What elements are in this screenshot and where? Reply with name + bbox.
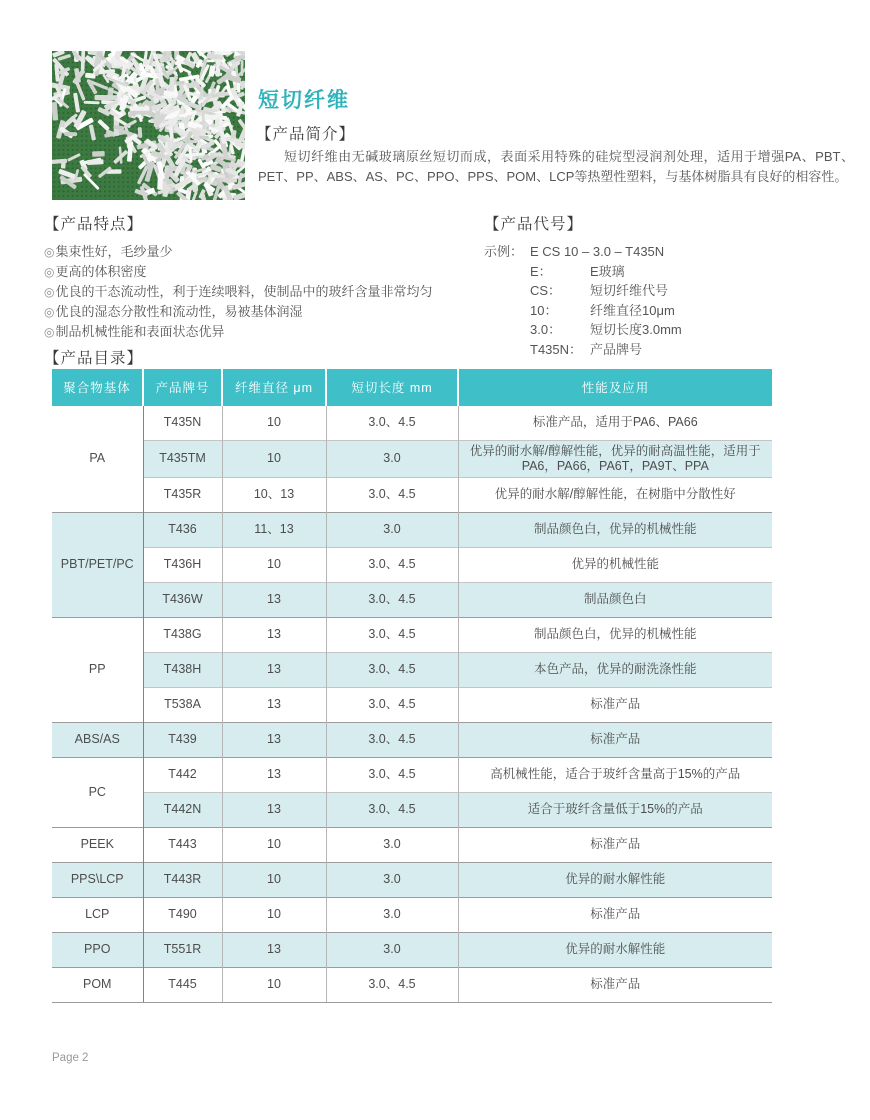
grade-cell: T538A — [143, 687, 222, 722]
code-key: 10： — [530, 302, 558, 318]
column-header: 性能及应用 — [458, 369, 772, 405]
feature-item: ◎集束性好，毛纱量少 — [44, 244, 173, 259]
table-row — [52, 967, 772, 1002]
bullet-icon: ◎ — [44, 325, 55, 339]
code-key: E： — [530, 263, 552, 279]
table-row — [52, 547, 772, 582]
grade-cell: T490 — [143, 897, 222, 932]
grade-cell: T435TM — [143, 440, 222, 477]
grade-cell: T436 — [143, 512, 222, 547]
performance-cell: 制品颜色白 — [458, 582, 772, 617]
diameter-cell: 13 — [222, 687, 326, 722]
length-cell: 3.0 — [326, 897, 458, 932]
code-description: 纤维直径10μm — [590, 302, 675, 318]
grade-cell: T438G — [143, 617, 222, 652]
bullet-icon: ◎ — [44, 305, 55, 319]
code-key: CS： — [530, 283, 562, 298]
code-definition-line — [484, 340, 864, 360]
diameter-cell: 10 — [222, 405, 326, 440]
diameter-cell: 13 — [222, 582, 326, 617]
diameter-cell: 13 — [222, 757, 326, 792]
column-header: 聚合物基体 — [52, 369, 143, 405]
length-cell: 3.0、4.5 — [326, 687, 458, 722]
features-section — [44, 212, 464, 342]
table-row — [52, 617, 772, 652]
diameter-cell: 10 — [222, 967, 326, 1002]
features-list — [44, 242, 464, 342]
length-cell: 3.0 — [326, 440, 458, 477]
table-row — [52, 687, 772, 722]
diameter-cell: 13 — [222, 932, 326, 967]
length-cell: 3.0 — [326, 862, 458, 897]
diameter-cell: 10 — [222, 440, 326, 477]
performance-cell: 适合于玻纤含量低于15%的产品 — [458, 792, 772, 827]
table-row — [52, 862, 772, 897]
grade-cell: T443R — [143, 862, 222, 897]
performance-cell: 本色产品，优异的耐洗涤性能 — [458, 652, 772, 687]
performance-cell: 标准产品，适用于PA6、PA66 — [458, 405, 772, 440]
polymer-cell: POM — [52, 967, 143, 1002]
page-title: 短切纤维 — [258, 89, 350, 112]
feature-item: ◎优良的干态流动性，利于连续喂料，使制品中的玻纤含量非常均匀 — [44, 284, 433, 299]
performance-cell: 标准产品 — [458, 687, 772, 722]
code-description: 产品牌号 — [590, 341, 643, 357]
diameter-cell: 10 — [222, 547, 326, 582]
grade-cell: T436W — [143, 582, 222, 617]
diameter-cell: 13 — [222, 652, 326, 687]
product-code-section — [484, 212, 864, 359]
grade-cell: T435N — [143, 405, 222, 440]
polymer-cell: PEEK — [52, 827, 143, 862]
features-heading: 【产品特点】 — [44, 216, 144, 233]
length-cell: 3.0、4.5 — [326, 792, 458, 827]
length-cell: 3.0、4.5 — [326, 757, 458, 792]
code-example-line — [484, 242, 864, 262]
diameter-cell: 10、13 — [222, 477, 326, 512]
length-cell: 3.0、4.5 — [326, 652, 458, 687]
length-cell: 3.0、4.5 — [326, 967, 458, 1002]
table-row — [52, 897, 772, 932]
column-header: 纤维直径 μm — [222, 369, 326, 405]
table-row — [52, 757, 772, 792]
performance-cell: 优异的耐水解/醇解性能，优异的耐高温性能，适用于PA6，PA66，PA6T，PA9T、PPA — [458, 440, 772, 477]
polymer-cell: PPO — [52, 932, 143, 967]
length-cell: 3.0、4.5 — [326, 547, 458, 582]
grade-cell: T436H — [143, 547, 222, 582]
length-cell: 3.0 — [326, 827, 458, 862]
table-row — [52, 652, 772, 687]
table-row — [52, 477, 772, 512]
code-definition-line — [484, 301, 864, 321]
code-definition-line — [484, 281, 864, 301]
feature-item: ◎制品机械性能和表面状态优异 — [44, 324, 225, 339]
grade-cell: T443 — [143, 827, 222, 862]
diameter-cell: 10 — [222, 827, 326, 862]
code-example-label: 示例： — [484, 244, 524, 259]
polymer-cell: ABS/AS — [52, 722, 143, 757]
diameter-cell: 10 — [222, 897, 326, 932]
table-row — [52, 932, 772, 967]
grade-cell: T442N — [143, 792, 222, 827]
grade-cell: T445 — [143, 967, 222, 1002]
code-definition-line — [484, 320, 864, 340]
performance-cell: 标准产品 — [458, 827, 772, 862]
code-key: 3.0： — [530, 322, 562, 337]
polymer-cell: PBT/PET/PC — [52, 512, 143, 617]
intro-paragraph: 短切纤维由无碱玻璃原丝短切而成，表面采用特殊的硅烷型浸润剂处理，适用于增强PA、PBT、PET、PP、ABS、AS、PC、PPO、PPS、POM、LCP等热塑性塑料，与基体树脂具有良好的相容性。 — [258, 149, 854, 184]
bullet-icon: ◎ — [44, 265, 55, 279]
grade-cell: T439 — [143, 722, 222, 757]
table-header-row — [52, 369, 772, 405]
performance-cell: 制品颜色白，优异的机械性能 — [458, 617, 772, 652]
feature-item: ◎更高的体积密度 — [44, 264, 147, 279]
diameter-cell: 13 — [222, 617, 326, 652]
polymer-cell: LCP — [52, 897, 143, 932]
table-row — [52, 792, 772, 827]
table-row — [52, 405, 772, 440]
grade-cell: T435R — [143, 477, 222, 512]
page-number: Page 2 — [52, 1052, 89, 1064]
length-cell: 3.0 — [326, 932, 458, 967]
length-cell: 3.0、4.5 — [326, 582, 458, 617]
performance-cell: 优异的机械性能 — [458, 547, 772, 582]
performance-cell: 制品颜色白，优异的机械性能 — [458, 512, 772, 547]
intro-section-heading: 【产品简介】 — [256, 126, 356, 143]
polymer-cell: PA — [52, 405, 143, 512]
table-row — [52, 827, 772, 862]
code-definition-line — [484, 262, 864, 282]
code-description: E玻璃 — [590, 263, 625, 279]
length-cell: 3.0、4.5 — [326, 722, 458, 757]
column-header: 产品牌号 — [143, 369, 222, 405]
length-cell: 3.0、4.5 — [326, 477, 458, 512]
performance-cell: 标准产品 — [458, 967, 772, 1002]
length-cell: 3.0、4.5 — [326, 617, 458, 652]
polymer-cell: PPS\LCP — [52, 862, 143, 897]
diameter-cell: 10 — [222, 862, 326, 897]
length-cell: 3.0、4.5 — [326, 405, 458, 440]
column-header: 短切长度 mm — [326, 369, 458, 405]
codes-heading: 【产品代号】 — [484, 216, 584, 233]
table-body — [52, 405, 772, 1002]
performance-cell: 高机械性能，适合于玻纤含量高于15%的产品 — [458, 757, 772, 792]
product-catalog-table — [52, 369, 772, 1003]
table-row — [52, 582, 772, 617]
length-cell: 3.0 — [326, 512, 458, 547]
performance-cell: 标准产品 — [458, 897, 772, 932]
code-lines — [484, 242, 864, 359]
performance-cell: 优异的耐水解/醇解性能，在树脂中分散性好 — [458, 477, 772, 512]
code-description: 短切纤维代号 — [590, 283, 669, 298]
bullet-icon: ◎ — [44, 245, 55, 259]
table-row — [52, 512, 772, 547]
table-row — [52, 440, 772, 477]
code-description: 短切长度3.0mm — [590, 322, 682, 337]
polymer-cell: PP — [52, 617, 143, 722]
polymer-cell: PC — [52, 757, 143, 827]
chopped-fiber-photo — [52, 51, 245, 200]
diameter-cell: 13 — [222, 722, 326, 757]
diameter-cell: 13 — [222, 792, 326, 827]
bullet-icon: ◎ — [44, 285, 55, 299]
grade-cell: T551R — [143, 932, 222, 967]
grade-cell: T442 — [143, 757, 222, 792]
performance-cell: 标准产品 — [458, 722, 772, 757]
code-example-value: E CS 10 – 3.0 – T435N — [530, 244, 665, 259]
fiber-photo-svg — [52, 51, 245, 200]
diameter-cell: 11、13 — [222, 512, 326, 547]
feature-item: ◎优良的湿态分散性和流动性，易被基体润湿 — [44, 304, 303, 319]
code-key: T435N： — [530, 341, 583, 357]
table-row — [52, 722, 772, 757]
grade-cell: T438H — [143, 652, 222, 687]
performance-cell: 优异的耐水解性能 — [458, 862, 772, 897]
performance-cell: 优异的耐水解性能 — [458, 932, 772, 967]
catalog-heading: 【产品目录】 — [44, 350, 144, 367]
